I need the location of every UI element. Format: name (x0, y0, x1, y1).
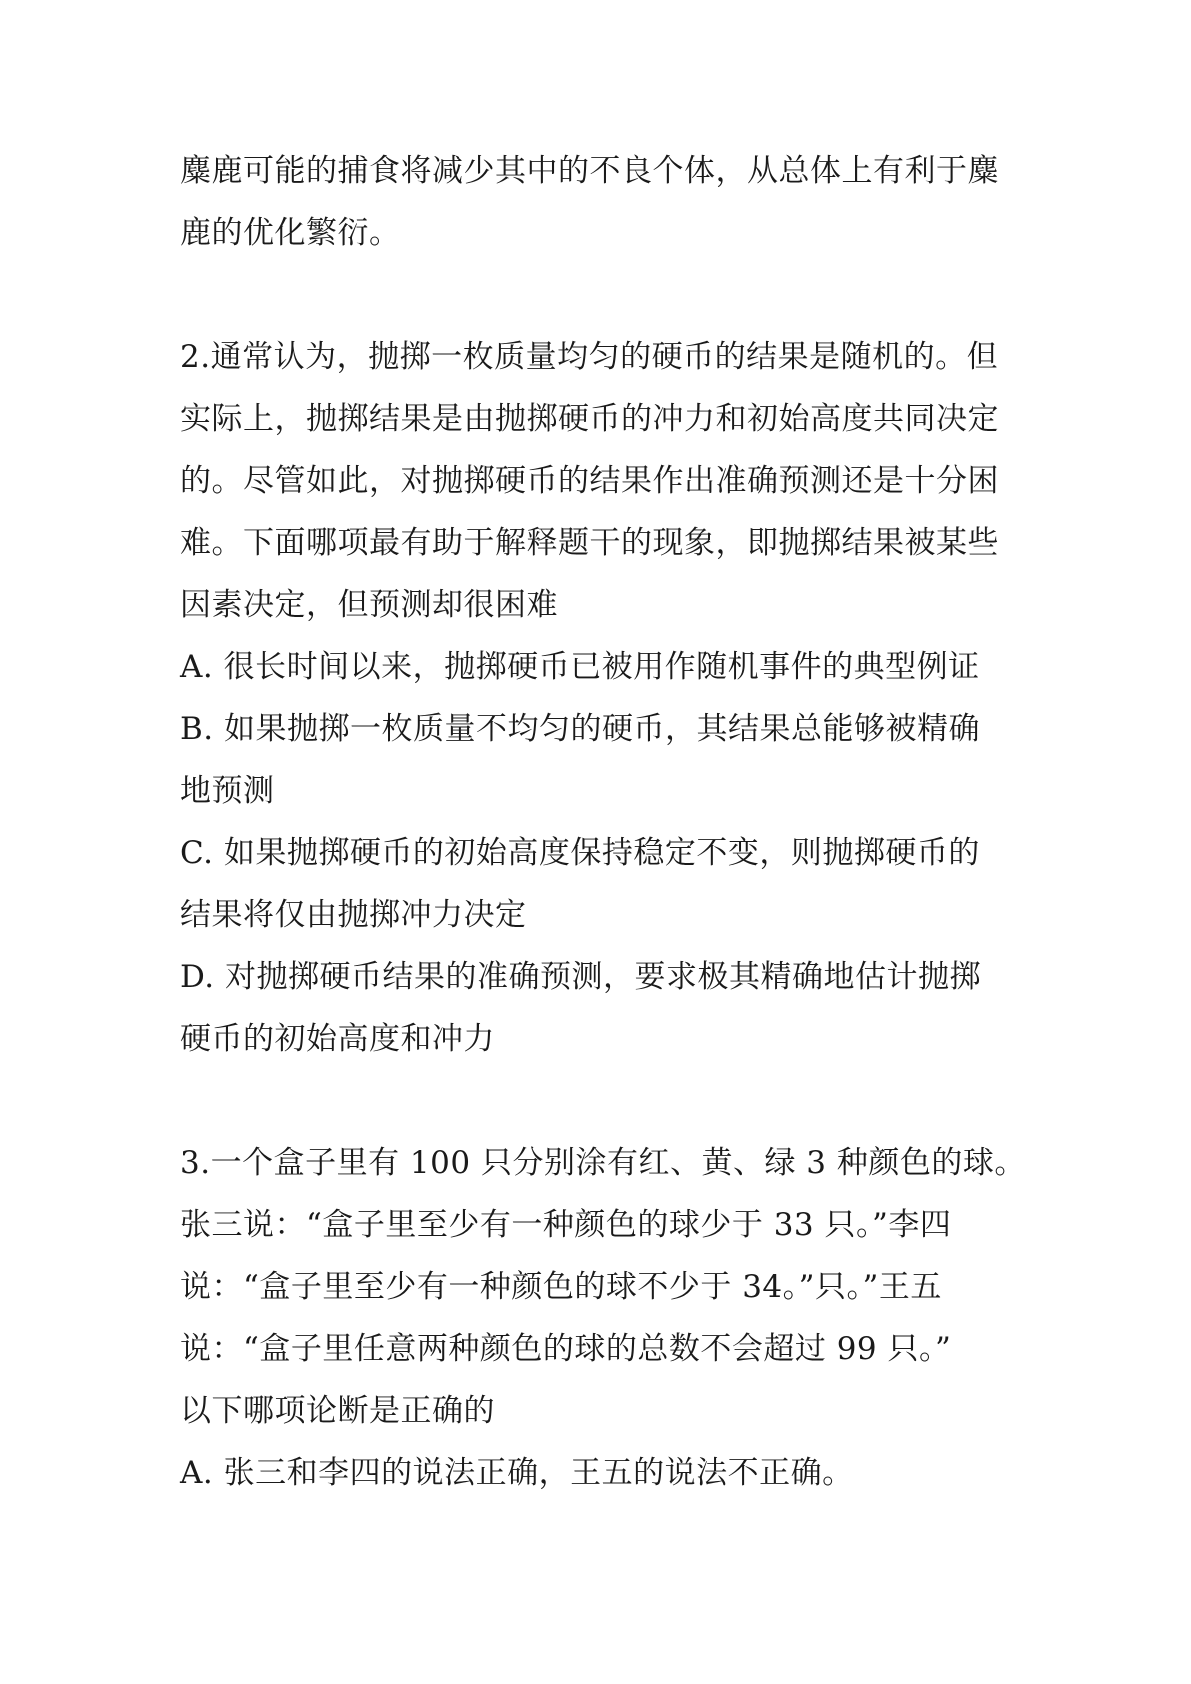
q2-stem-line-5: 因素决定，但预测却很困难 (180, 587, 558, 623)
q3-option-a: A. 张三和李四的说法正确，王五的说法不正确。 (180, 1455, 854, 1491)
q2-stem-line-4: 难。下面哪项最有助于解释题干的现象，即抛掷结果被某些 (180, 525, 999, 561)
q2-stem-line-1: 2.通常认为，抛掷一枚质量均匀的硬币的结果是随机的。但 (180, 339, 999, 375)
q2-stem-line-3: 的。尽管如此，对抛掷硬币的结果作出准确预测还是十分困 (180, 463, 999, 499)
q2-option-d-line-1: D. 对抛掷硬币结果的准确预测，要求极其精确地估计抛掷 (180, 959, 981, 995)
q3-stem-line-3: 说：“盒子里至少有一种颜色的球不少于 34。”只。”王五 (180, 1269, 942, 1305)
q2-option-b-line-2: 地预测 (180, 773, 275, 809)
q2-option-b-line-1: B. 如果抛掷一枚质量不均匀的硬币，其结果总能够被精确 (180, 711, 980, 747)
q3-stem-line-5: 以下哪项论断是正确的 (180, 1393, 495, 1429)
paragraph-gap (180, 264, 1030, 326)
q2-stem-line-2: 实际上，抛掷结果是由抛掷硬币的冲力和初始高度共同决定 (180, 401, 999, 437)
q3-stem-line-1: 3.一个盒子里有 100 只分别涂有红、黄、绿 3 种颜色的球。 (180, 1145, 1026, 1181)
q3-stem-line-4: 说：“盒子里任意两种颜色的球的总数不会超过 99 只。” (180, 1331, 952, 1367)
q1-tail-line-1: 麋鹿可能的捕食将减少其中的不良个体，从总体上有利于麋 (180, 153, 999, 189)
q1-tail-line-2: 鹿的优化繁衍。 (180, 215, 401, 251)
q2-option-c-line-2: 结果将仅由抛掷冲力决定 (180, 897, 527, 933)
paragraph-gap (180, 1070, 1030, 1132)
document-page (180, 140, 1030, 1504)
q2-option-c-line-1: C. 如果抛掷硬币的初始高度保持稳定不变，则抛掷硬币的 (180, 835, 980, 871)
q3-stem-line-2: 张三说：“盒子里至少有一种颜色的球少于 33 只。”李四 (180, 1207, 952, 1243)
q2-option-a: A. 很长时间以来，抛掷硬币已被用作随机事件的典型例证 (180, 649, 980, 685)
q2-option-d-line-2: 硬币的初始高度和冲力 (180, 1021, 495, 1057)
